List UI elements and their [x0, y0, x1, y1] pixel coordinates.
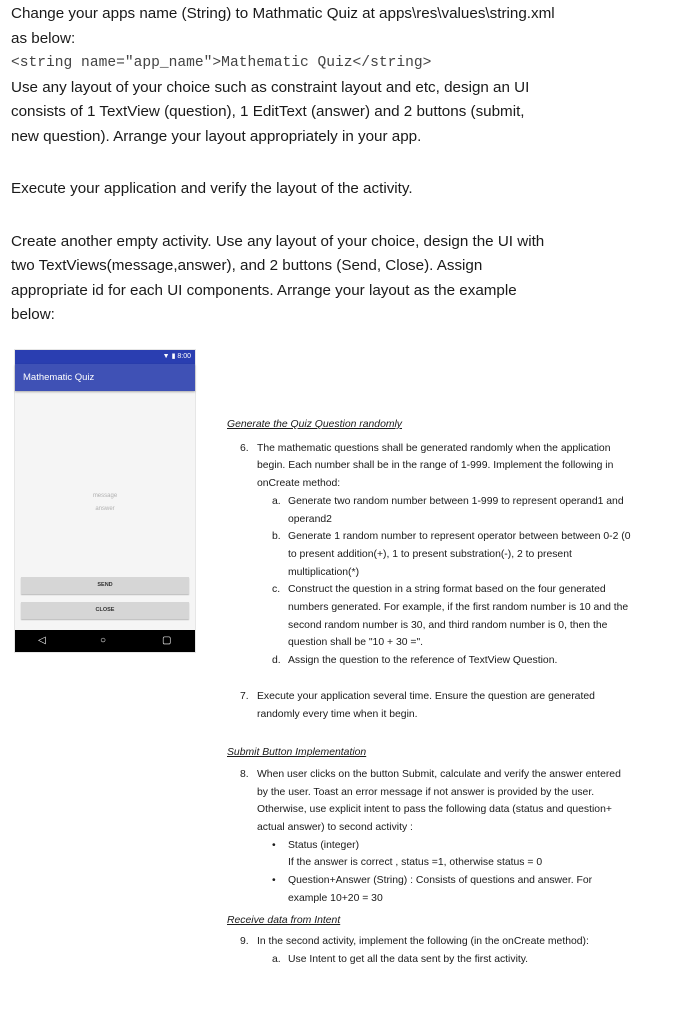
bullet-item [227, 837, 647, 872]
intro-text [11, 2, 651, 328]
item-line: begin. Each number shall be in the range of 1-999. Implement the following in [257, 460, 614, 472]
sub-letter: b. [272, 531, 281, 543]
item-line: If the answer is correct , status =1, otherwise status = 0 [288, 857, 543, 869]
app-title: Mathematic Quiz [23, 372, 95, 383]
intro-line: new question). Arrange your layout appropriately in your app. [11, 127, 422, 145]
item-line: Otherwise, use explicit intent to pass the following data (status and question+ [257, 804, 612, 816]
sub-letter: a. [272, 953, 281, 965]
bullet-icon: • [272, 875, 276, 887]
list-item [227, 440, 647, 493]
sub-item [227, 581, 647, 652]
item-line: multiplication(*) [288, 566, 360, 578]
item-line: Execute your application several time. Ensure the question are generated [257, 690, 595, 702]
answer-textview: answer [95, 506, 115, 512]
item-line: operand2 [288, 513, 332, 525]
section-heading: Submit Button Implementation [227, 747, 367, 759]
code-snippet: <string name="app_name">Mathematic Quiz</string> [11, 55, 432, 71]
item-line: In the second activity, implement the following (in the onCreate method): [257, 936, 589, 948]
intro-line: Use any layout of your choice such as constraint layout and etc, design an UI [11, 78, 530, 96]
intro-line: Create another empty activity. Use any layout of your choice, design the UI with [11, 232, 545, 250]
item-line: The mathematic questions shall be generated randomly when the application [257, 442, 611, 454]
status-icons [163, 352, 191, 362]
intro-line: below: [11, 306, 55, 323]
intro-line: as below: [11, 29, 76, 47]
intro-line: consists of 1 TextView (question), 1 EditText (answer) and 2 buttons (submit, [11, 103, 525, 120]
sub-letter: d. [272, 655, 281, 667]
list-item [227, 766, 647, 837]
intro-line: Change your apps name (String) to Mathmatic Quiz at apps\res\values\string.xml [11, 5, 555, 22]
sub-letter: a. [272, 495, 281, 507]
sub-item [227, 652, 647, 670]
item-line: question shall be "10 + 30 =". [288, 637, 424, 649]
battery-icon: ▮ [171, 353, 176, 360]
message-textview: message [92, 493, 118, 499]
recent-apps-icon[interactable]: ▢ [162, 635, 172, 646]
intro-line: appropriate id for each UI components. Arrange your layout as the example [11, 281, 517, 299]
item-line: to present addition(+), 1 to present substration(-), 2 to present [288, 548, 572, 560]
status-bar [15, 350, 195, 364]
list-item [227, 688, 647, 723]
item-line: Question+Answer (String) : Consists of questions and answer. For [288, 875, 593, 887]
item-line: actual answer) to second activity : [257, 822, 413, 834]
app-bar [15, 364, 195, 391]
intro-line: two TextViews(message,answer), and 2 buttons (Send, Close). Assign [11, 257, 483, 274]
item-number: 7. [240, 690, 249, 702]
section-heading: Generate the Quiz Question randomly [227, 419, 403, 430]
item-line: second random number is 30, and third random number is 0, then the [288, 619, 608, 631]
item-line: Construct the question in a string format based on the four generated [288, 584, 606, 596]
clock-text: 8:00 [177, 353, 191, 360]
navigation-bar [15, 630, 195, 652]
back-icon[interactable]: ◁ [38, 635, 46, 646]
item-line: onCreate method: [257, 478, 341, 490]
bullet-item [227, 872, 647, 907]
item-line: example 10+20 = 30 [288, 892, 383, 904]
sub-letter: c. [272, 584, 281, 596]
section-heading: Receive data from Intent [227, 914, 341, 926]
sub-item [227, 493, 647, 528]
item-line: randomly every time when it begin. [257, 708, 418, 720]
item-number: 8. [240, 768, 249, 780]
sub-item [227, 528, 647, 581]
sub-item [227, 951, 647, 969]
bullet-icon: • [272, 839, 276, 851]
item-line: Generate 1 random number to represent operator between between 0-2 (0 [288, 531, 631, 543]
item-line: numbers generated. For example, if the first random number is 10 and the [288, 602, 629, 614]
phone-mockup [14, 349, 196, 653]
instructions [227, 416, 647, 969]
item-line: by the user. Toast an error message if not answer is provided by the user. [257, 786, 595, 798]
send-button[interactable]: SEND [21, 577, 189, 594]
close-button[interactable]: CLOSE [21, 602, 189, 619]
item-number: 6. [240, 442, 249, 454]
item-line: When user clicks on the button Submit, calculate and verify the answer entered [257, 768, 621, 780]
item-line: Use Intent to get all the data sent by the first activity. [288, 953, 529, 965]
item-line: Generate two random number between 1-999 to represent operand1 and [288, 495, 624, 507]
item-line: Assign the question to the reference of TextView Question. [288, 655, 558, 667]
intro-line: Execute your application and verify the layout of the activity. [11, 180, 413, 197]
home-icon[interactable]: ○ [100, 635, 107, 646]
item-line: Status (integer) [288, 839, 360, 851]
wifi-icon: ▼ [162, 353, 170, 360]
item-number: 9. [240, 936, 249, 948]
list-item [227, 933, 647, 951]
